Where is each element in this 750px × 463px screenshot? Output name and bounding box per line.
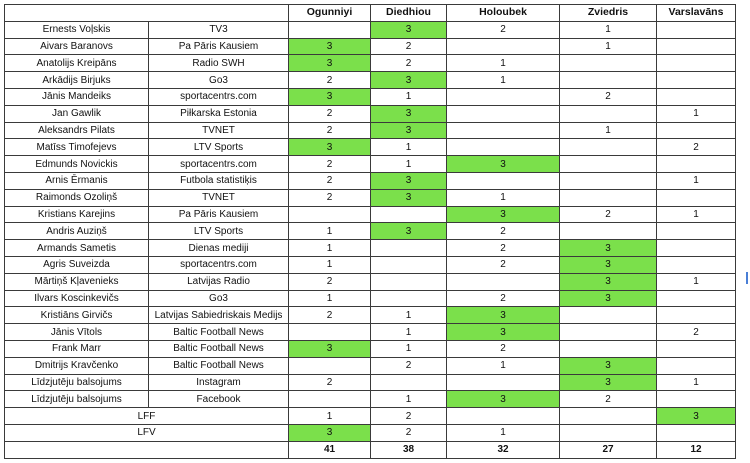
- table-row: [5, 105, 736, 122]
- media-outlet: Facebook: [149, 391, 289, 408]
- vote-cell: [371, 290, 447, 307]
- vote-cell: 2: [447, 340, 560, 357]
- media-outlet: Radio SWH: [149, 55, 289, 72]
- vote-cell: 3: [560, 357, 657, 374]
- vote-cell: 3: [560, 240, 657, 257]
- media-outlet: Baltic Football News: [149, 324, 289, 341]
- vote-cell: 3: [560, 273, 657, 290]
- vote-cell: [560, 340, 657, 357]
- voter-name: Ernests Voļskis: [5, 21, 149, 38]
- voter-name: Jan Gawlik: [5, 105, 149, 122]
- vote-cell: 2: [289, 122, 371, 139]
- table-row: [5, 206, 736, 223]
- vote-cell: 1: [447, 72, 560, 89]
- table-row: [5, 391, 736, 408]
- vote-cell: [371, 206, 447, 223]
- total-ogunniyi: 41: [289, 441, 371, 458]
- vote-cell: [560, 156, 657, 173]
- voter-name: Mārtiņš Kļavenieks: [5, 273, 149, 290]
- media-outlet: sportacentrs.com: [149, 156, 289, 173]
- vote-cell: [657, 391, 736, 408]
- vote-cell: 1: [560, 38, 657, 55]
- vote-cell: [560, 324, 657, 341]
- vote-cell: 2: [289, 172, 371, 189]
- vote-cell: [371, 240, 447, 257]
- vote-cell: [447, 122, 560, 139]
- table-row: [5, 139, 736, 156]
- vote-cell: [447, 88, 560, 105]
- vote-cell: [560, 223, 657, 240]
- table-row: [5, 408, 736, 425]
- vote-cell: 2: [447, 256, 560, 273]
- vote-cell: [447, 374, 560, 391]
- voter-name: Anatolijs Kreipāns: [5, 55, 149, 72]
- totals-row: [5, 441, 736, 458]
- vote-cell: [657, 88, 736, 105]
- vote-cell: 2: [657, 324, 736, 341]
- vote-cell: 1: [371, 307, 447, 324]
- voter-name: Arnis Ērmanis: [5, 172, 149, 189]
- vote-cell: [289, 357, 371, 374]
- vote-cell: 1: [371, 156, 447, 173]
- vote-cell: [447, 172, 560, 189]
- media-outlet: Instagram: [149, 374, 289, 391]
- vote-cell: 1: [560, 21, 657, 38]
- vote-cell: 1: [447, 357, 560, 374]
- table-row: [5, 55, 736, 72]
- vote-cell: 3: [289, 139, 371, 156]
- voter-name: Ilvars Koscinkevičs: [5, 290, 149, 307]
- vote-cell: 2: [371, 357, 447, 374]
- vote-cell: 1: [657, 105, 736, 122]
- table-row: [5, 172, 736, 189]
- vote-cell: [657, 156, 736, 173]
- vote-cell: 3: [371, 189, 447, 206]
- vote-cell: [560, 72, 657, 89]
- vote-cell: [657, 424, 736, 441]
- vote-cell: [371, 374, 447, 391]
- vote-cell: [657, 189, 736, 206]
- vote-cell: 3: [371, 172, 447, 189]
- table-row: [5, 357, 736, 374]
- vote-cell: [657, 307, 736, 324]
- vote-cell: 1: [371, 340, 447, 357]
- header-row: [5, 5, 736, 22]
- vote-cell: 1: [289, 240, 371, 257]
- table-row: [5, 21, 736, 38]
- media-outlet: Baltic Football News: [149, 357, 289, 374]
- header-varslavans: Varslavāns: [657, 5, 736, 22]
- voter-name: Aleksandrs Pilats: [5, 122, 149, 139]
- vote-cell: [657, 240, 736, 257]
- vote-cell: [657, 340, 736, 357]
- table-row: [5, 273, 736, 290]
- vote-cell: 2: [289, 374, 371, 391]
- voter-name: Frank Marr: [5, 340, 149, 357]
- vote-cell: 1: [447, 424, 560, 441]
- vote-cell: 3: [447, 206, 560, 223]
- vote-cell: [657, 223, 736, 240]
- voting-table: [4, 4, 736, 459]
- voter-name: Arkādijs Birjuks: [5, 72, 149, 89]
- media-outlet: TVNET: [149, 122, 289, 139]
- vote-cell: 2: [447, 21, 560, 38]
- table-row: [5, 88, 736, 105]
- vote-cell: 1: [289, 223, 371, 240]
- vote-cell: [657, 290, 736, 307]
- total-zviedris: 27: [560, 441, 657, 458]
- vote-cell: 1: [657, 273, 736, 290]
- vote-cell: 2: [289, 72, 371, 89]
- vote-cell: [560, 172, 657, 189]
- table-row: [5, 424, 736, 441]
- media-outlet: Baltic Football News: [149, 340, 289, 357]
- total-holoubek: 32: [447, 441, 560, 458]
- vote-cell: 1: [371, 88, 447, 105]
- vote-cell: 2: [657, 139, 736, 156]
- vote-cell: 3: [371, 21, 447, 38]
- voter-name: Dmitrijs Kravčenko: [5, 357, 149, 374]
- vote-cell: 2: [447, 240, 560, 257]
- media-outlet: TVNET: [149, 189, 289, 206]
- voter-name: Kristiāns Girvičs: [5, 307, 149, 324]
- vote-cell: 1: [289, 256, 371, 273]
- vote-cell: [447, 139, 560, 156]
- vote-cell: [371, 256, 447, 273]
- voter-name: Edmunds Novickis: [5, 156, 149, 173]
- vote-cell: 3: [289, 55, 371, 72]
- vote-cell: [560, 139, 657, 156]
- vote-cell: 2: [371, 55, 447, 72]
- vote-cell: 2: [371, 408, 447, 425]
- header-diedhiou: Diedhiou: [371, 5, 447, 22]
- media-outlet: Latvijas Sabiedriskais Medijs: [149, 307, 289, 324]
- media-outlet: Pa Pāris Kausiem: [149, 38, 289, 55]
- voting-table-container: [4, 4, 736, 459]
- voter-name: LFV: [5, 424, 289, 441]
- table-row: [5, 223, 736, 240]
- vote-cell: [657, 38, 736, 55]
- media-outlet: sportacentrs.com: [149, 88, 289, 105]
- voter-name: Andris Auziņš: [5, 223, 149, 240]
- vote-cell: [657, 256, 736, 273]
- media-outlet: Pa Pāris Kausiem: [149, 206, 289, 223]
- vote-cell: [447, 38, 560, 55]
- vote-cell: [560, 307, 657, 324]
- vote-cell: [560, 408, 657, 425]
- vote-cell: 2: [371, 38, 447, 55]
- vote-cell: 2: [560, 88, 657, 105]
- table-row: [5, 324, 736, 341]
- vote-cell: 3: [447, 156, 560, 173]
- voter-name: LFF: [5, 408, 289, 425]
- vote-cell: 3: [371, 122, 447, 139]
- media-outlet: Piłkarska Estonia: [149, 105, 289, 122]
- vote-cell: 3: [447, 324, 560, 341]
- media-outlet: Dienas mediji: [149, 240, 289, 257]
- media-outlet: TV3: [149, 21, 289, 38]
- vote-cell: 1: [447, 55, 560, 72]
- table-row: [5, 256, 736, 273]
- vote-cell: [657, 21, 736, 38]
- table-row: [5, 122, 736, 139]
- vote-cell: [560, 189, 657, 206]
- total-diedhiou: 38: [371, 441, 447, 458]
- voter-name: Aivars Baranovs: [5, 38, 149, 55]
- voter-name: Jānis Mandeiks: [5, 88, 149, 105]
- vote-cell: 1: [560, 122, 657, 139]
- vote-cell: [289, 206, 371, 223]
- vote-cell: [657, 72, 736, 89]
- vote-cell: 2: [560, 206, 657, 223]
- table-row: [5, 290, 736, 307]
- vote-cell: 3: [289, 38, 371, 55]
- total-varslavans: 12: [657, 441, 736, 458]
- vote-cell: [657, 122, 736, 139]
- vote-cell: 3: [289, 88, 371, 105]
- vote-cell: [289, 324, 371, 341]
- vote-cell: 1: [371, 139, 447, 156]
- vote-cell: [289, 391, 371, 408]
- voter-name: Raimonds Ozoliņš: [5, 189, 149, 206]
- vote-cell: 3: [447, 391, 560, 408]
- header-holoubek: Holoubek: [447, 5, 560, 22]
- vote-cell: 1: [371, 391, 447, 408]
- vote-cell: 3: [447, 307, 560, 324]
- table-row: [5, 240, 736, 257]
- voter-name: Līdzjutēju balsojums: [5, 391, 149, 408]
- table-row: [5, 156, 736, 173]
- vote-cell: [447, 273, 560, 290]
- vote-cell: 2: [289, 105, 371, 122]
- voter-name: Armands Sametis: [5, 240, 149, 257]
- header-zviedris: Zviedris: [560, 5, 657, 22]
- totals-blank: [5, 441, 289, 458]
- voter-name: Līdzjutēju balsojums: [5, 374, 149, 391]
- vote-cell: 1: [657, 374, 736, 391]
- table-row: [5, 72, 736, 89]
- vote-cell: [289, 21, 371, 38]
- vote-cell: [447, 105, 560, 122]
- cursor-edge-marker: [746, 272, 748, 284]
- header-ogunniyi: Ogunniyi: [289, 5, 371, 22]
- media-outlet: Futbola statistiķis: [149, 172, 289, 189]
- media-outlet: Go3: [149, 72, 289, 89]
- voter-name: Matīss Timofejevs: [5, 139, 149, 156]
- vote-cell: 3: [560, 290, 657, 307]
- media-outlet: Go3: [149, 290, 289, 307]
- vote-cell: [560, 424, 657, 441]
- vote-cell: 3: [560, 374, 657, 391]
- vote-cell: 2: [447, 223, 560, 240]
- media-outlet: Latvijas Radio: [149, 273, 289, 290]
- vote-cell: 2: [371, 424, 447, 441]
- vote-cell: 3: [371, 105, 447, 122]
- vote-cell: [371, 273, 447, 290]
- vote-cell: [657, 357, 736, 374]
- media-outlet: LTV Sports: [149, 223, 289, 240]
- vote-cell: 1: [447, 189, 560, 206]
- vote-cell: 2: [289, 156, 371, 173]
- voter-name: Kristians Karejins: [5, 206, 149, 223]
- vote-cell: 3: [371, 72, 447, 89]
- table-row: [5, 340, 736, 357]
- vote-cell: 3: [371, 223, 447, 240]
- vote-cell: 2: [560, 391, 657, 408]
- media-outlet: LTV Sports: [149, 139, 289, 156]
- table-row: [5, 189, 736, 206]
- media-outlet: sportacentrs.com: [149, 256, 289, 273]
- vote-cell: 3: [657, 408, 736, 425]
- vote-cell: 2: [447, 290, 560, 307]
- vote-cell: [560, 55, 657, 72]
- vote-cell: 1: [657, 206, 736, 223]
- voter-name: Jānis Vītols: [5, 324, 149, 341]
- vote-cell: 3: [289, 424, 371, 441]
- vote-cell: 1: [289, 408, 371, 425]
- table-row: [5, 374, 736, 391]
- voter-name: Agris Suveizda: [5, 256, 149, 273]
- vote-cell: 1: [289, 290, 371, 307]
- vote-cell: [447, 408, 560, 425]
- table-row: [5, 307, 736, 324]
- vote-cell: 2: [289, 307, 371, 324]
- vote-cell: 3: [560, 256, 657, 273]
- vote-cell: 2: [289, 273, 371, 290]
- header-blank: [5, 5, 289, 22]
- vote-cell: 1: [657, 172, 736, 189]
- vote-cell: 3: [289, 340, 371, 357]
- vote-cell: 1: [371, 324, 447, 341]
- vote-cell: [560, 105, 657, 122]
- vote-cell: [657, 55, 736, 72]
- vote-cell: 2: [289, 189, 371, 206]
- table-row: [5, 38, 736, 55]
